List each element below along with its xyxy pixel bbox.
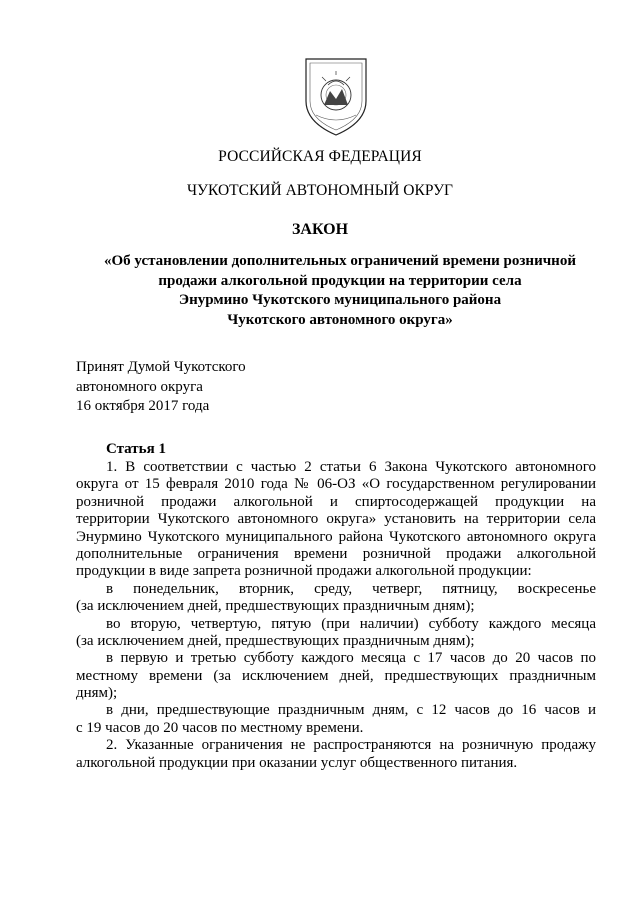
body-line: местному времени (за исключением дней, предшествующих праздничным [76,667,596,684]
body-line: (за исключением дней, предшествующих праздничным дням); [76,598,475,615]
body-line: округа от 15 февраля 2010 года № 06-ОЗ «О государственном регулировании [76,476,596,493]
body-line: с 19 часов до 20 часов по местному времени. [76,719,364,736]
body-line: в первую и третью субботу каждого месяца с 17 часов до 20 часов по [106,650,596,667]
adoption-line: автономного округа [76,378,203,395]
body-line: 1. В соответствии с частью 2 статьи 6 Закона Чукотского автономного [106,459,596,475]
region-heading: ЧУКОТСКИЙ АВТОНОМНЫЙ ОКРУГ [186,182,454,199]
body-line: дням); [76,685,118,702]
adoption-line: 16 октября 2017 года [76,398,210,414]
body-line: во вторую, четвертую, пятую (при наличии) субботу каждого месяца [106,615,596,632]
body-line: в дни, предшествующие праздничным дням, с 12 часов до 16 часов и [106,702,596,719]
country-heading: РОССИЙСКАЯ ФЕДЕРАЦИЯ [218,148,422,165]
body-line: (за исключением дней, предшествующих праздничным дням); [76,632,475,649]
body-line: территории Чукотского автономного округа» установить на территории села [76,511,596,528]
body-line: розничной продажи алкогольной и спиртосодержащей продукции на [76,493,596,510]
body-line: алкогольной продукции при оказании услуг общественного питания. [76,754,518,771]
law-title [0,252,640,330]
adoption-block [76,358,246,417]
article-heading: Статья 1 [106,441,166,457]
body-line: Энурмино Чукотского муниципального района Чукотского автономного округа [76,528,596,545]
document-type-heading: ЗАКОН [291,221,349,238]
title-line: Энурмино Чукотского муниципального района [178,292,502,308]
title-line: продажи алкогольной продукции на территории села [158,272,522,289]
body-line: продукции в виде запрета розничной продажи алкогольной продукции: [76,563,532,580]
title-line: Чукотского автономного округа» [227,311,453,328]
coat-of-arms-emblem [302,55,370,137]
body-line: 2. Указанные ограничения не распространяются на розничную продажу [106,737,596,754]
body-line: дополнительные ограничения времени розничной продажи алкогольной [76,545,596,562]
adoption-line: Принят Думой Чукотского [76,359,246,375]
title-line: «Об установлении дополнительных ограничений времени розничной [104,253,576,269]
article-body [76,459,596,772]
body-line: в понедельник, вторник, среду, четверг, пятницу, воскресенье [106,580,596,597]
